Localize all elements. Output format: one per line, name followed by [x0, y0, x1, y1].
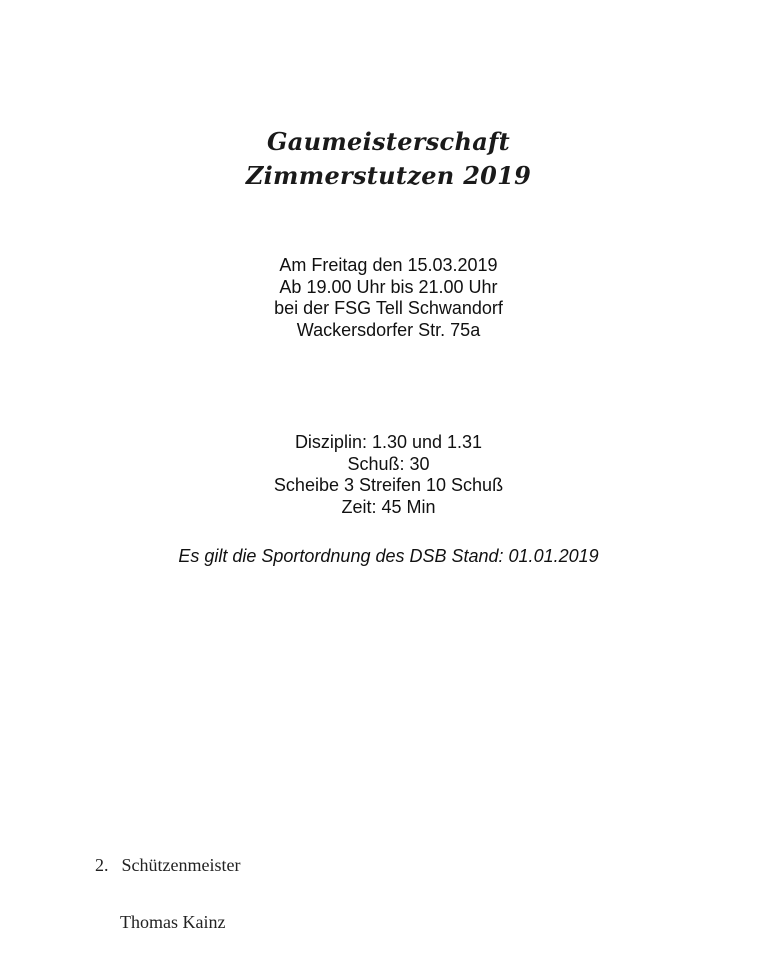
event-address: Wackersdorfer Str. 75a	[296, 319, 481, 340]
event-date: Am Freitag den 15.03.2019	[279, 255, 498, 275]
document-title-line-2: Zimmerstutzen 2019	[245, 161, 532, 190]
document-title-line-1: Gaumeisterschaft	[266, 127, 511, 156]
discipline-line: Disziplin: 1.30 und 1.31	[294, 432, 483, 452]
discipline-details	[0, 432, 777, 518]
signature-number: 2.	[95, 855, 109, 875]
event-venue: bei der FSG Tell Schwandorf	[274, 298, 503, 318]
signature-role-label: Schützenmeister	[121, 855, 241, 875]
signature-role	[95, 855, 240, 876]
event-time: Ab 19.00 Uhr bis 21.00 Uhr	[279, 276, 498, 297]
signature-name: Thomas Kainz	[120, 912, 226, 932]
rules-note: Es gilt die Sportordnung des DSB Stand: 01.01.2019	[178, 546, 599, 566]
shots-line: Schuß: 30	[347, 453, 430, 474]
event-details	[0, 255, 777, 341]
time-limit-line: Zeit: 45 Min	[341, 496, 436, 517]
target-line: Scheibe 3 Streifen 10 Schuß	[273, 475, 504, 495]
